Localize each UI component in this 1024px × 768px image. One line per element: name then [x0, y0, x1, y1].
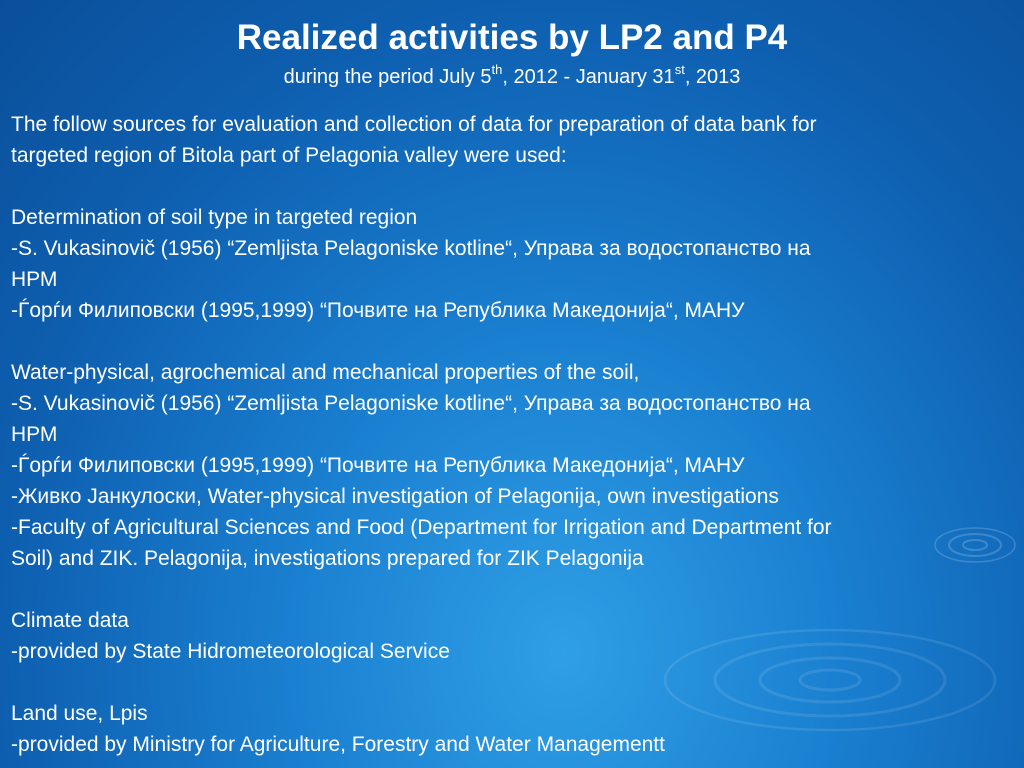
water-physical-source-line: -Живко Јанкулоски, Water-physical investigation of Pelagonija, own investigations [11, 485, 779, 508]
water-physical-source-line: Soil) and ZIK. Pelagonija, investigations prepared for ZIK Pelagonija [11, 547, 644, 570]
soil-type-source-line: -S. Vukasinovič (1956) “Zemljista Pelagoniske kotline“, Управа за водостопанство на [11, 237, 811, 260]
slide-body [11, 109, 1016, 760]
intro-line: The follow sources for evaluation and collection of data for preparation of data bank for [11, 113, 817, 136]
paragraph-spacer [11, 574, 1016, 605]
climate-source-line: -provided by State Hidrometeorological Service [11, 640, 450, 663]
soil-type-heading: Determination of soil type in targeted region [11, 206, 418, 229]
paragraph-spacer [11, 667, 1016, 698]
soil-type-source-line: НРМ [11, 268, 58, 291]
land-use-heading: Land use, Lpis [11, 702, 148, 725]
water-physical-source-line: НРМ [11, 423, 58, 446]
slide-subtitle [0, 62, 1024, 92]
climate-heading: Climate data [11, 609, 129, 632]
subtitle-text-part-3: , 2013 [684, 66, 741, 88]
intro-line: targeted region of Bitola part of Pelagonia valley were used: [11, 144, 567, 167]
subtitle-text-part-2: , 2012 - January 31 [502, 66, 675, 88]
water-physical-source-line: -Ѓорѓи Филиповски (1995,1999) “Почвите на Република Македонија“, МАНУ [11, 454, 745, 477]
slide-title: Realized activities by LP2 and P4 [236, 18, 788, 57]
paragraph-spacer [11, 171, 1016, 202]
subtitle-superscript-1: th [491, 62, 503, 78]
subtitle-superscript-2: st [674, 62, 685, 78]
soil-type-source-line: -Ѓорѓи Филиповски (1995,1999) “Почвите на Република Македонија“, МАНУ [11, 299, 745, 322]
water-physical-heading: Water-physical, agrochemical and mechanical properties of the soil, [11, 361, 640, 384]
water-physical-source-line: -S. Vukasinovič (1956) “Zemljista Pelagoniske kotline“, Управа за водостопанство на [11, 392, 811, 415]
paragraph-spacer [11, 326, 1016, 357]
subtitle-text-part-1: during the period July 5 [283, 66, 492, 88]
land-use-source-line: -provided by Ministry for Agriculture, Forestry and Water Managementt [11, 733, 665, 756]
water-physical-source-line: -Faculty of Agricultural Sciences and Food (Department for Irrigation and Department for [11, 516, 832, 539]
